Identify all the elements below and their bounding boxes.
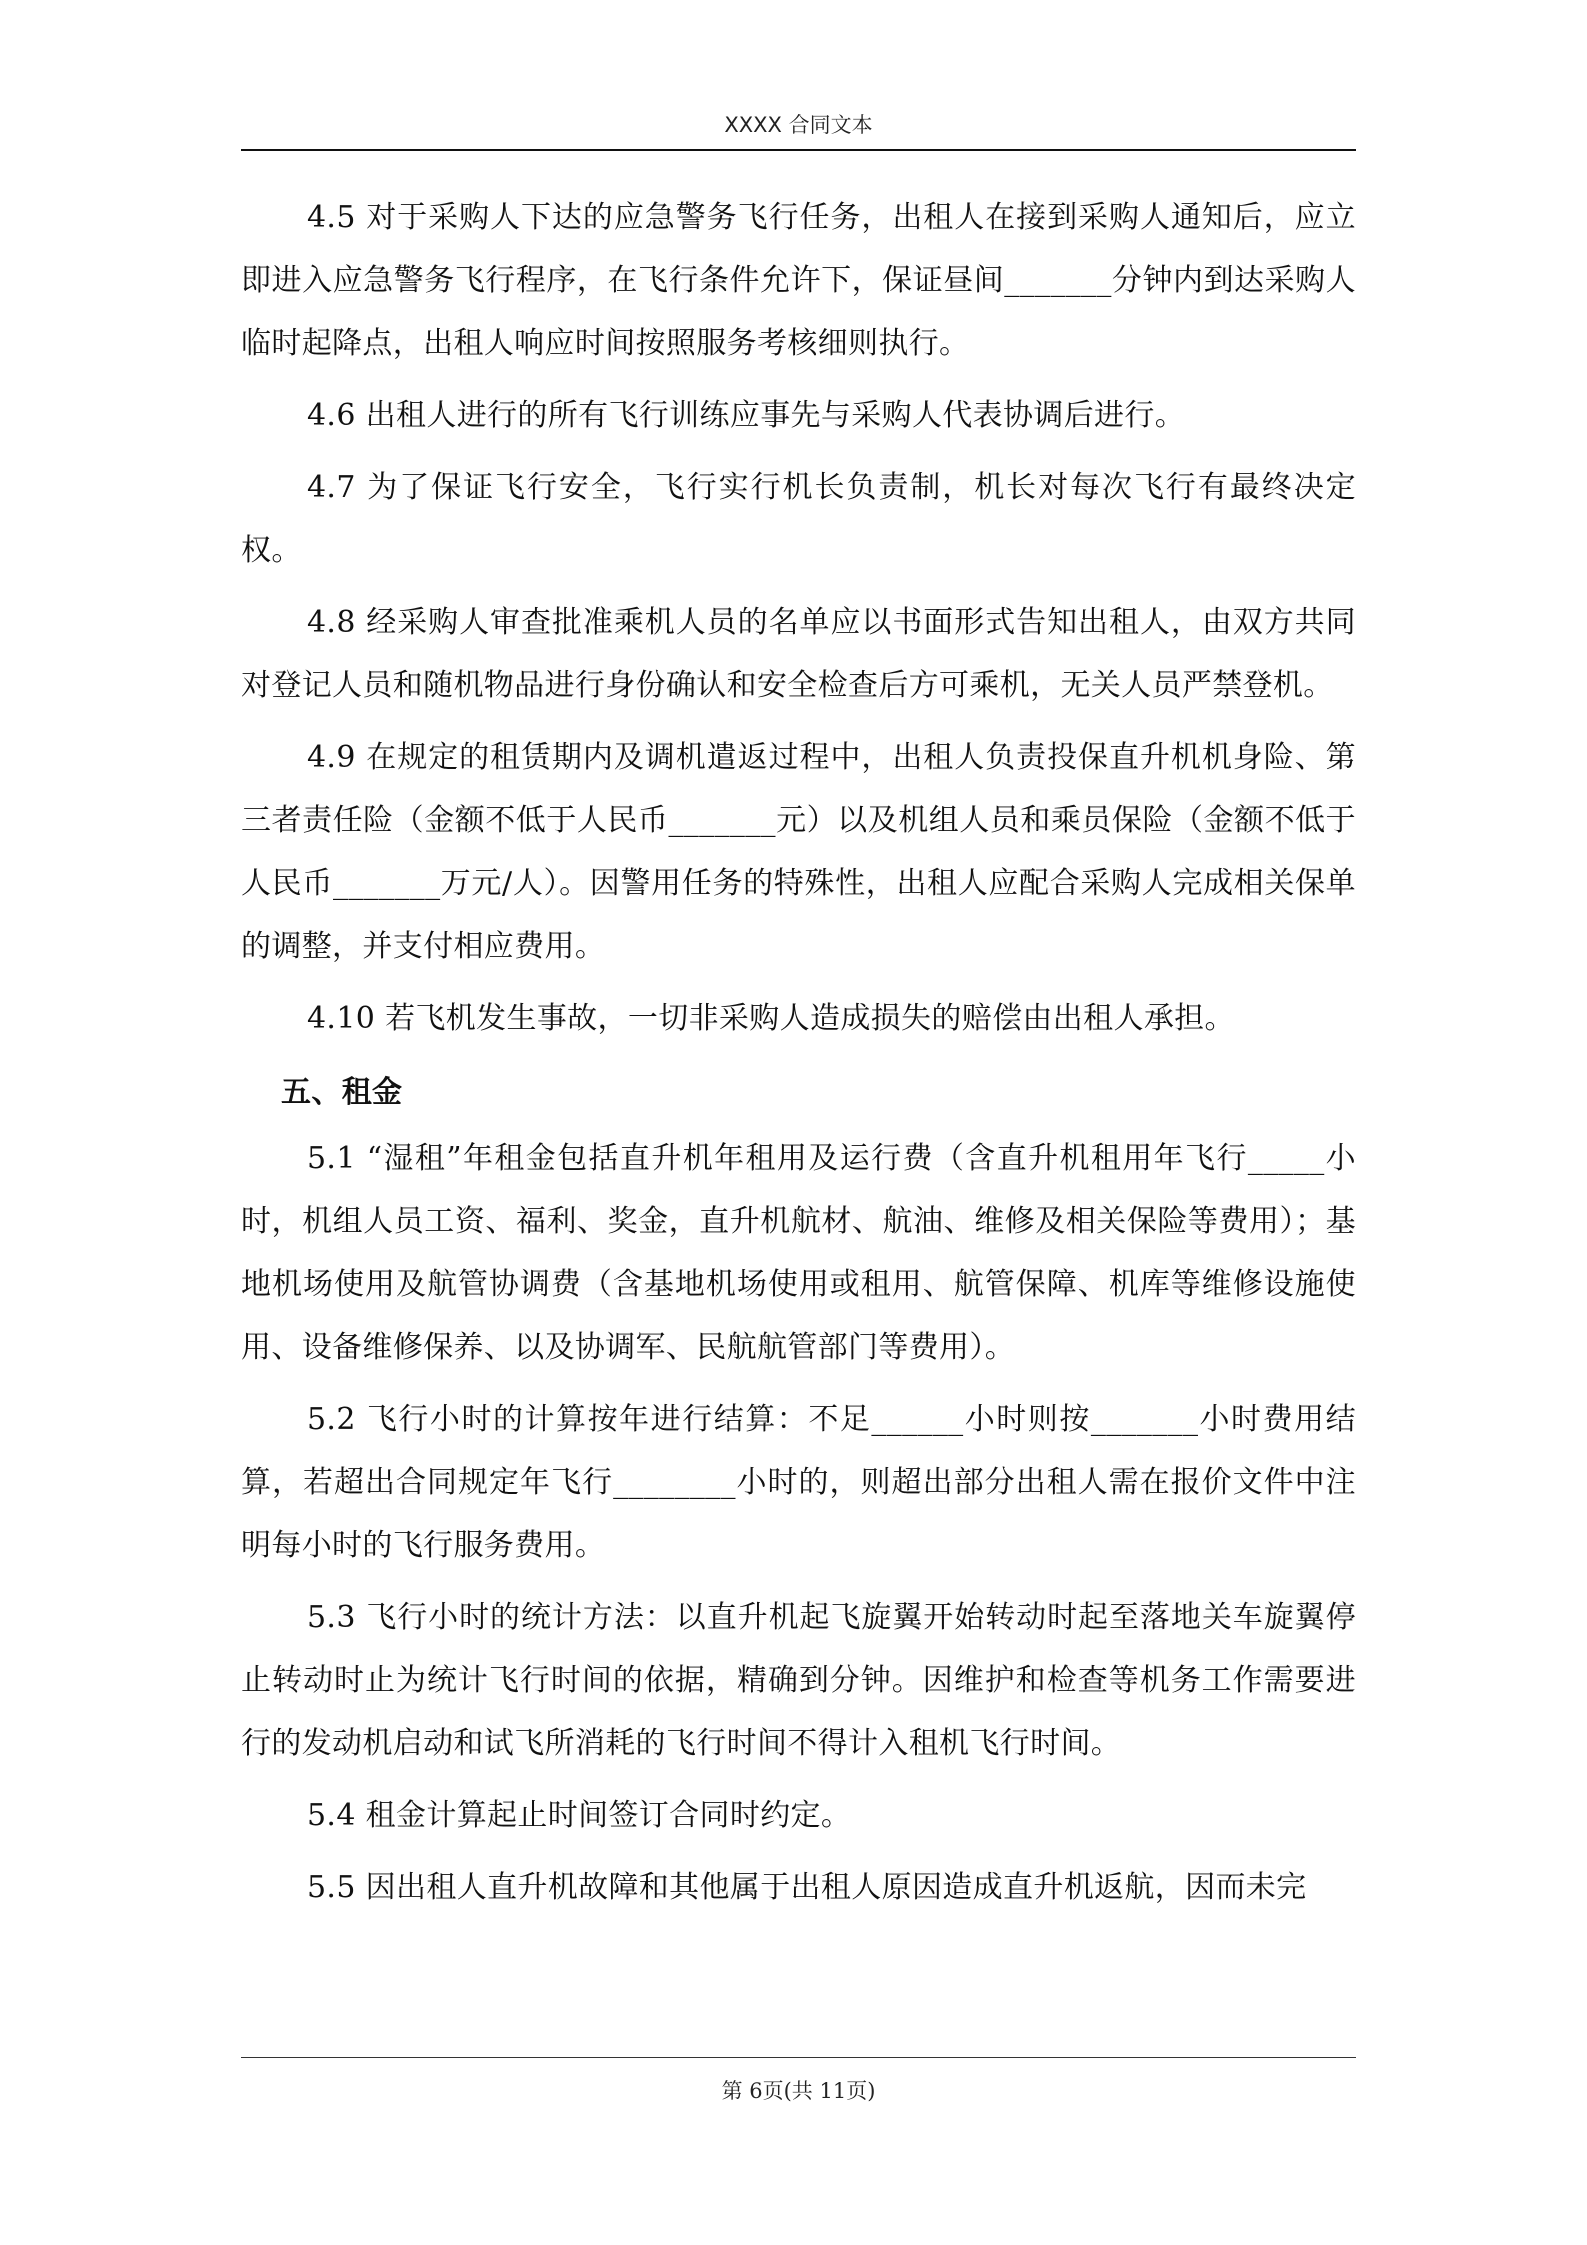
- clause-4-8: 4.8 经采购人审查批准乘机人员的名单应以书面形式告知出租人，由双方共同对登记人员和随机物品进行身份确认和安全检查后方可乘机，无关人员严禁登机。: [241, 605, 1356, 703]
- clause-4-5: 4.5 对于采购人下达的应急警务飞行任务，出租人在接到采购人通知后，应立即进入应急警务飞行程序，在飞行条件允许下，保证昼间_______分钟内到达采购人临时起降点，出租人响应时间按照服务考核细则执行。: [241, 200, 1356, 361]
- clause-5-1: 5.1 “湿租”年租金包括直升机年租用及运行费（含直升机租用年飞行_____小时，机组人员工资、福利、奖金，直升机航材、航油、维修及相关保险等费用）；基地机场使用及航管协调费（含基地机场使用或租用、航管保障、机库等维修设施使用、设备维修保养、以及协调军、民航航管部门等费用）。: [241, 1141, 1356, 1365]
- page-number: 第 6页(共 11页): [721, 2079, 876, 2103]
- header-divider: [241, 149, 1356, 151]
- document-body: [241, 186, 1356, 1928]
- clause-5-2: 5.2 飞行小时的计算按年进行结算：不足______小时则按_______小时费用结算，若超出合同规定年飞行________小时的，则超出部分出租人需在报价文件中注明每小时的飞行服务费用。: [241, 1402, 1356, 1563]
- page-header: XXXX 合同文本: [724, 113, 873, 137]
- section-heading-rent: 五、租金: [281, 1075, 403, 1110]
- footer-divider: [241, 2057, 1356, 2058]
- clause-5-4: 5.4 租金计算起止时间签订合同时约定。: [307, 1798, 852, 1833]
- clause-4-9: 4.9 在规定的租赁期内及调机遣返过程中，出租人负责投保直升机机身险、第三者责任险（金额不低于人民币_______元）以及机组人员和乘员保险（金额不低于人民币_______万元/人）。因警用任务的特殊性，出租人应配合采购人完成相关保单的调整，并支付相应费用。: [241, 740, 1356, 964]
- clause-5-3: 5.3 飞行小时的统计方法：以直升机起飞旋翼开始转动时起至落地关车旋翼停止转动时止为统计飞行时间的依据，精确到分钟。因维护和检查等机务工作需要进行的发动机启动和试飞所消耗的飞行时间不得计入租机飞行时间。: [241, 1600, 1356, 1761]
- clause-4-6: 4.6 出租人进行的所有飞行训练应事先与采购人代表协调后进行。: [307, 398, 1186, 433]
- clause-4-7: 4.7 为了保证飞行安全，飞行实行机长负责制，机长对每次飞行有最终决定权。: [241, 470, 1356, 568]
- clause-4-10: 4.10 若飞机发生事故，一切非采购人造成损失的赔偿由出租人承担。: [307, 1001, 1235, 1036]
- clause-5-5: 5.5 因出租人直升机故障和其他属于出租人原因造成直升机返航，因而未完: [307, 1870, 1307, 1905]
